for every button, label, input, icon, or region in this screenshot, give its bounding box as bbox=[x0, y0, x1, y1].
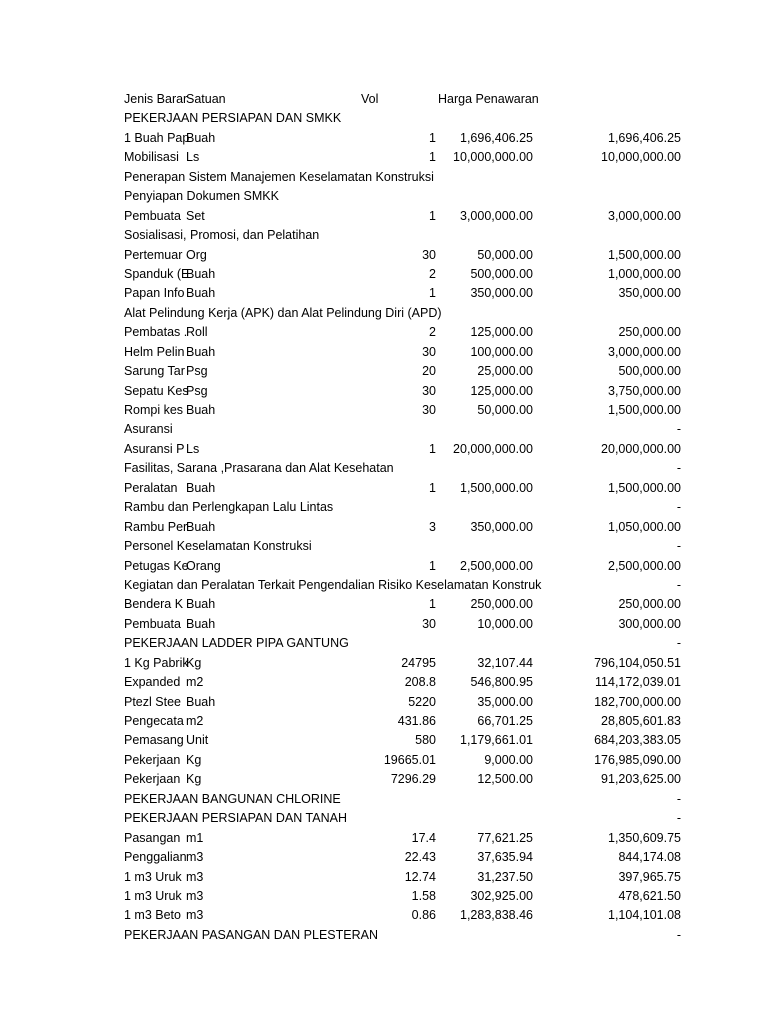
item-vol: 1 bbox=[429, 150, 436, 165]
item-vol: 5220 bbox=[408, 694, 436, 709]
item-name: Ptezl Stee bbox=[124, 694, 181, 709]
row-total: 10,000,000.00 bbox=[601, 150, 681, 165]
item-vol: 1 bbox=[429, 208, 436, 223]
row-total: 3,750,000.00 bbox=[608, 383, 681, 398]
item-vol: 1 bbox=[429, 480, 436, 495]
item-unit: Psg bbox=[186, 364, 208, 379]
section-row bbox=[0, 187, 768, 206]
item-unit: m3 bbox=[186, 850, 204, 865]
section-label: Kegiatan dan Peralatan Terkait Pengendalian Risiko Keselamatan Konstruk bbox=[124, 577, 542, 592]
row-total: 684,203,383.05 bbox=[594, 733, 681, 748]
item-price: 31,237.50 bbox=[477, 869, 533, 884]
item-unit: Roll bbox=[186, 325, 208, 340]
item-unit: Org bbox=[186, 247, 207, 262]
item-price: 125,000.00 bbox=[470, 383, 533, 398]
section-row bbox=[0, 226, 768, 245]
item-unit: m3 bbox=[186, 908, 204, 923]
table-row bbox=[0, 829, 768, 848]
row-total: 478,621.50 bbox=[618, 888, 681, 903]
section-row bbox=[0, 576, 768, 595]
item-name: Papan Info bbox=[124, 286, 185, 301]
item-vol: 2 bbox=[429, 325, 436, 340]
item-price: 100,000.00 bbox=[470, 344, 533, 359]
row-total: 28,805,601.83 bbox=[601, 714, 681, 728]
table-row bbox=[0, 518, 768, 537]
item-price: 1,179,661.01 bbox=[460, 733, 533, 748]
section-label: Alat Pelindung Kerja (APK) dan Alat Pelindung Diri (APD) bbox=[124, 305, 442, 320]
section-label: Penyiapan Dokumen SMKK bbox=[124, 189, 279, 204]
item-unit: Buah bbox=[186, 597, 216, 612]
row-total: - bbox=[676, 500, 681, 515]
item-name: Pasangan bbox=[124, 830, 181, 845]
table-row bbox=[0, 129, 768, 148]
table-row bbox=[0, 323, 768, 342]
item-price: 32,107.44 bbox=[477, 655, 533, 670]
section-row bbox=[0, 634, 768, 653]
row-total: - bbox=[676, 636, 681, 651]
table-row bbox=[0, 693, 768, 712]
section-label: PEKERJAAN LADDER PIPA GANTUNG bbox=[124, 636, 349, 651]
item-price: 350,000.00 bbox=[470, 286, 533, 301]
item-unit: Ls bbox=[186, 150, 200, 165]
table-row bbox=[0, 887, 768, 906]
spreadsheet bbox=[0, 90, 768, 945]
table-row bbox=[0, 246, 768, 265]
item-price: 12,500.00 bbox=[477, 772, 533, 787]
item-price: 10,000,000.00 bbox=[453, 150, 533, 165]
section-row bbox=[0, 537, 768, 556]
item-price: 350,000.00 bbox=[470, 519, 533, 534]
section-row bbox=[0, 109, 768, 128]
item-price: 37,635.94 bbox=[477, 850, 533, 865]
item-vol: 30 bbox=[422, 344, 436, 359]
table-row bbox=[0, 148, 768, 167]
item-name: Peralatan bbox=[124, 480, 178, 495]
item-vol: 1 bbox=[429, 130, 436, 145]
item-price: 2,500,000.00 bbox=[460, 558, 533, 573]
item-vol: 24795 bbox=[401, 655, 436, 670]
item-unit: Buah bbox=[186, 694, 216, 709]
table-row bbox=[0, 615, 768, 634]
item-unit: m3 bbox=[186, 888, 204, 903]
item-unit: Unit bbox=[186, 733, 209, 748]
item-unit: Ls bbox=[186, 441, 200, 456]
section-label: Personel Keselamatan Konstruksi bbox=[124, 539, 312, 554]
row-total: 114,172,039.01 bbox=[595, 675, 681, 690]
row-total: 300,000.00 bbox=[618, 616, 681, 631]
item-vol: 208.8 bbox=[404, 675, 436, 690]
item-name: Pemasang bbox=[124, 733, 184, 748]
section-row bbox=[0, 459, 768, 478]
item-name: Penggalian bbox=[124, 850, 187, 865]
row-total: 3,000,000.00 bbox=[608, 208, 681, 223]
item-price: 20,000,000.00 bbox=[453, 441, 533, 456]
table-row bbox=[0, 362, 768, 381]
item-price: 1,283,838.46 bbox=[460, 908, 533, 923]
item-price: 125,000.00 bbox=[470, 325, 533, 340]
item-unit: Set bbox=[186, 208, 205, 223]
row-total: 250,000.00 bbox=[618, 597, 681, 612]
item-name: 1 Buah Pap bbox=[124, 130, 190, 145]
row-total: 844,174.08 bbox=[618, 850, 681, 865]
item-vol: 17.4 bbox=[411, 830, 436, 845]
item-unit: Psg bbox=[186, 383, 208, 398]
section-row bbox=[0, 420, 768, 439]
table-row bbox=[0, 207, 768, 226]
item-name: Pengecata bbox=[124, 714, 184, 728]
item-name: Sarung Tar bbox=[124, 364, 185, 379]
item-price: 3,000,000.00 bbox=[460, 208, 533, 223]
row-total: 2,500,000.00 bbox=[608, 558, 681, 573]
section-label: Fasilitas, Sarana ,Prasarana dan Alat Kesehatan bbox=[124, 461, 394, 476]
table-row bbox=[0, 595, 768, 614]
section-row bbox=[0, 168, 768, 187]
table-body bbox=[0, 109, 768, 945]
item-unit: Buah bbox=[186, 616, 216, 631]
table-row bbox=[0, 906, 768, 925]
table-row bbox=[0, 440, 768, 459]
item-name: Helm Pelin bbox=[124, 344, 185, 359]
header-price: Harga Penawaran bbox=[438, 92, 539, 106]
row-total: - bbox=[676, 422, 681, 437]
item-name: 1 m3 Beto bbox=[124, 908, 181, 923]
section-row bbox=[0, 809, 768, 828]
header-vol: Vol bbox=[361, 92, 379, 106]
row-total: - bbox=[676, 577, 681, 592]
item-unit: Buah bbox=[186, 130, 216, 145]
section-row bbox=[0, 498, 768, 517]
section-label: PEKERJAAN PERSIAPAN DAN SMKK bbox=[124, 111, 342, 126]
section-label: PEKERJAAN BANGUNAN CHLORINE bbox=[124, 791, 341, 806]
row-total: 1,696,406.25 bbox=[608, 130, 681, 145]
item-unit: m3 bbox=[186, 869, 204, 884]
item-vol: 1 bbox=[429, 286, 436, 301]
item-unit: Kg bbox=[186, 752, 202, 767]
item-name: Pembatas . bbox=[124, 325, 188, 340]
item-vol: 0.86 bbox=[411, 908, 436, 923]
header-row bbox=[0, 90, 768, 109]
row-total: 176,985,090.00 bbox=[594, 752, 681, 767]
row-total: 1,350,609.75 bbox=[608, 830, 681, 845]
section-label: PEKERJAAN PERSIAPAN DAN TANAH bbox=[124, 811, 347, 826]
row-total: 1,500,000.00 bbox=[608, 403, 681, 417]
item-name: Pembuata bbox=[124, 208, 181, 223]
table-row bbox=[0, 479, 768, 498]
item-name: Pembuata bbox=[124, 616, 181, 631]
item-name: Mobilisasi bbox=[124, 150, 179, 165]
item-vol: 30 bbox=[422, 403, 436, 417]
item-price: 9,000.00 bbox=[484, 752, 533, 767]
item-price: 50,000.00 bbox=[477, 247, 533, 262]
table-row bbox=[0, 343, 768, 362]
row-total: 1,104,101.08 bbox=[608, 908, 681, 923]
item-name: Spanduk (E bbox=[124, 266, 190, 281]
row-total: 796,104,050.51 bbox=[594, 655, 681, 670]
section-label: Penerapan Sistem Manajemen Keselamatan Konstruksi bbox=[124, 169, 434, 184]
row-total: - bbox=[676, 791, 681, 806]
section-label: Sosialisasi, Promosi, dan Pelatihan bbox=[124, 228, 320, 243]
item-price: 77,621.25 bbox=[477, 830, 533, 845]
item-vol: 20 bbox=[422, 364, 436, 379]
item-vol: 431.86 bbox=[397, 714, 436, 728]
item-name: Pekerjaan bbox=[124, 772, 181, 787]
item-unit: Kg bbox=[186, 772, 202, 787]
item-price: 50,000.00 bbox=[477, 403, 533, 417]
item-name: Rambu Per bbox=[124, 519, 188, 534]
item-price: 35,000.00 bbox=[477, 694, 533, 709]
row-total: 350,000.00 bbox=[618, 286, 681, 301]
row-total: 1,500,000.00 bbox=[608, 247, 681, 262]
item-unit: Kg bbox=[186, 655, 202, 670]
row-total: 20,000,000.00 bbox=[601, 441, 681, 456]
item-name: 1 m3 Uruk bbox=[124, 888, 182, 903]
row-total: - bbox=[676, 539, 681, 554]
item-vol: 7296.29 bbox=[390, 772, 436, 787]
row-total: - bbox=[676, 927, 681, 942]
item-price: 500,000.00 bbox=[470, 266, 533, 281]
item-price: 10,000.00 bbox=[477, 616, 533, 631]
item-unit: Buah bbox=[186, 286, 216, 301]
item-name: Pekerjaan bbox=[124, 752, 181, 767]
item-name: Pertemuar bbox=[124, 247, 183, 262]
table-row bbox=[0, 868, 768, 887]
item-vol: 30 bbox=[422, 383, 436, 398]
item-unit: Buah bbox=[186, 519, 216, 534]
header-unit: Satuan bbox=[186, 92, 226, 106]
header-name: Jenis Barar bbox=[124, 92, 188, 106]
item-name: 1 m3 Uruk bbox=[124, 869, 182, 884]
item-vol: 22.43 bbox=[404, 850, 436, 865]
item-price: 546,800.95 bbox=[470, 675, 533, 690]
item-vol: 30 bbox=[422, 616, 436, 631]
table-row bbox=[0, 673, 768, 692]
row-total: 1,500,000.00 bbox=[608, 480, 681, 495]
table-row bbox=[0, 731, 768, 750]
item-price: 1,500,000.00 bbox=[460, 480, 533, 495]
item-price: 25,000.00 bbox=[477, 364, 533, 379]
table-row bbox=[0, 712, 768, 731]
table-row bbox=[0, 382, 768, 401]
table-row bbox=[0, 751, 768, 770]
row-total: - bbox=[676, 811, 681, 826]
item-name: Expanded bbox=[124, 675, 181, 690]
table-row bbox=[0, 284, 768, 303]
item-vol: 2 bbox=[429, 266, 436, 281]
row-total: 397,965.75 bbox=[618, 869, 681, 884]
item-unit: Buah bbox=[186, 403, 216, 417]
row-total: 1,000,000.00 bbox=[608, 266, 681, 281]
section-label: Asuransi bbox=[124, 422, 173, 437]
item-vol: 12.74 bbox=[404, 869, 436, 884]
item-vol: 19665.01 bbox=[383, 752, 436, 767]
row-total: 3,000,000.00 bbox=[608, 344, 681, 359]
item-price: 250,000.00 bbox=[470, 597, 533, 612]
item-vol: 1 bbox=[429, 558, 436, 573]
section-row bbox=[0, 790, 768, 809]
table-row bbox=[0, 848, 768, 867]
item-name: 1 Kg Pabrik bbox=[124, 655, 189, 670]
item-name: Sepatu Kes bbox=[124, 383, 189, 398]
row-total: 1,050,000.00 bbox=[608, 519, 681, 534]
row-total: - bbox=[676, 461, 681, 476]
item-vol: 1 bbox=[429, 441, 436, 456]
item-unit: Buah bbox=[186, 344, 216, 359]
item-price: 1,696,406.25 bbox=[460, 130, 533, 145]
item-name: Bendera K bbox=[124, 597, 184, 612]
item-price: 66,701.25 bbox=[477, 714, 533, 728]
item-vol: 3 bbox=[429, 519, 436, 534]
section-label: PEKERJAAN PASANGAN DAN PLESTERAN bbox=[124, 927, 379, 942]
item-vol: 580 bbox=[415, 733, 436, 748]
item-vol: 1 bbox=[429, 597, 436, 612]
table-row bbox=[0, 770, 768, 789]
table-row bbox=[0, 557, 768, 576]
item-vol: 30 bbox=[422, 247, 436, 262]
row-total: 500,000.00 bbox=[618, 364, 681, 379]
table-row bbox=[0, 654, 768, 673]
table-row bbox=[0, 265, 768, 284]
item-vol: 1.58 bbox=[411, 888, 436, 903]
item-name: Petugas Ke bbox=[124, 558, 189, 573]
section-row bbox=[0, 926, 768, 945]
item-unit: Buah bbox=[186, 266, 216, 281]
row-total: 182,700,000.00 bbox=[594, 694, 681, 709]
item-price: 302,925.00 bbox=[470, 888, 533, 903]
section-label: Rambu dan Perlengkapan Lalu Lintas bbox=[124, 500, 334, 515]
item-name: Rompi kes bbox=[124, 403, 184, 417]
item-unit: Buah bbox=[186, 480, 216, 495]
item-unit: Orang bbox=[186, 558, 221, 573]
section-row bbox=[0, 304, 768, 323]
table-row bbox=[0, 401, 768, 420]
item-name: Asuransi P bbox=[124, 441, 185, 456]
item-unit: m1 bbox=[186, 830, 204, 845]
item-unit: m2 bbox=[186, 714, 204, 728]
row-total: 91,203,625.00 bbox=[601, 772, 681, 787]
row-total: 250,000.00 bbox=[618, 325, 681, 340]
item-unit: m2 bbox=[186, 675, 204, 690]
